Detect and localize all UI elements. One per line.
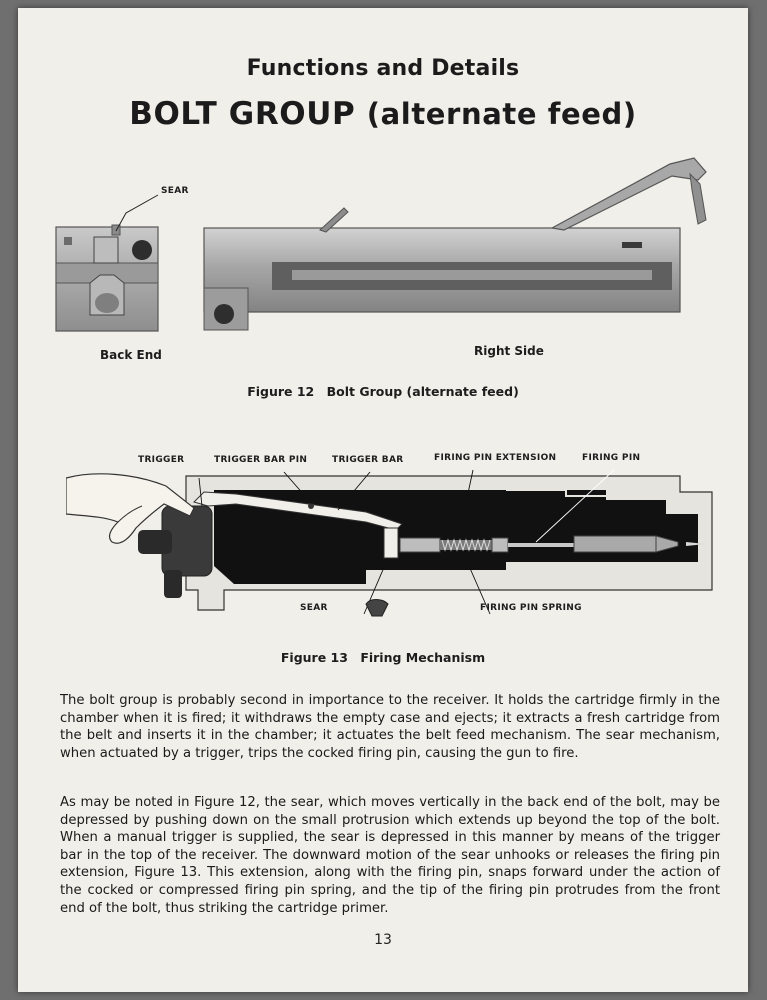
figure12-caption [18, 384, 748, 399]
callout-firing-pin-spring: FIRING PIN SPRING [480, 603, 582, 613]
callout-trigger-bar: TRIGGER BAR [332, 455, 404, 465]
figure13-text: Firing Mechanism [360, 650, 486, 665]
callout-sear-fig13: SEAR [300, 603, 328, 613]
title-main: BOLT GROUP [129, 96, 356, 132]
figure12-text: Bolt Group (alternate feed) [326, 384, 519, 399]
page-number: 13 [374, 932, 392, 948]
bolt-back-end-photo [54, 223, 162, 333]
callout-trigger-bar-pin: TRIGGER BAR PIN [214, 455, 308, 465]
body-paragraph-2: As may be noted in Figure 12, the sear, which moves vertically in the back end of the bolt, may be depressed by pushing down on the small protrusion which extends up beyond the top of the bolt. When a manual trigger is supplied, the sear is depressed in this manner by means of the trigger bar in the top of the receiver. The downward motion of the sear unhooks or releases the firing pin extension, Figure 13. This extension, along with the firing pin, snaps forward under the action of the cocked or compressed firing pin spring, and the tip of the firing pin protrudes from the front end of the bolt, thus striking the cartridge primer. [60, 795, 720, 916]
page-title [18, 96, 748, 132]
callout-sear-fig12: SEAR [161, 186, 189, 196]
figure13-number: Figure 13 [280, 650, 348, 665]
bolt-right-side-photo [202, 150, 710, 340]
body-paragraph-1: The bolt group is probably second in importance to the receiver. It holds the cartridge firmly in the chamber when it is fired; it withdraws the empty case and ejects; it extracts a fresh cartridge from the belt and inserts it in the chamber; it actuates the belt feed mechanism. The sear mechanism, when actuated by a trigger, trips the cocked firing pin, causing the gun to fire. [60, 693, 720, 761]
callout-firing-pin: FIRING PIN [582, 453, 641, 463]
firing-mechanism-illustration [66, 466, 718, 630]
label-right-side: Right Side [474, 344, 544, 358]
callout-trigger: TRIGGER [138, 455, 185, 465]
callout-firing-pin-extension: FIRING PIN EXTENSION [434, 453, 557, 463]
figure12-number: Figure 12 [247, 384, 315, 399]
title-alt: (alternate feed) [366, 97, 637, 131]
figure13-caption [18, 650, 748, 665]
section-heading: Functions and Details [246, 56, 520, 81]
label-back-end: Back End [100, 348, 162, 362]
manual-page [18, 8, 748, 992]
sear-leader-line [114, 191, 164, 233]
